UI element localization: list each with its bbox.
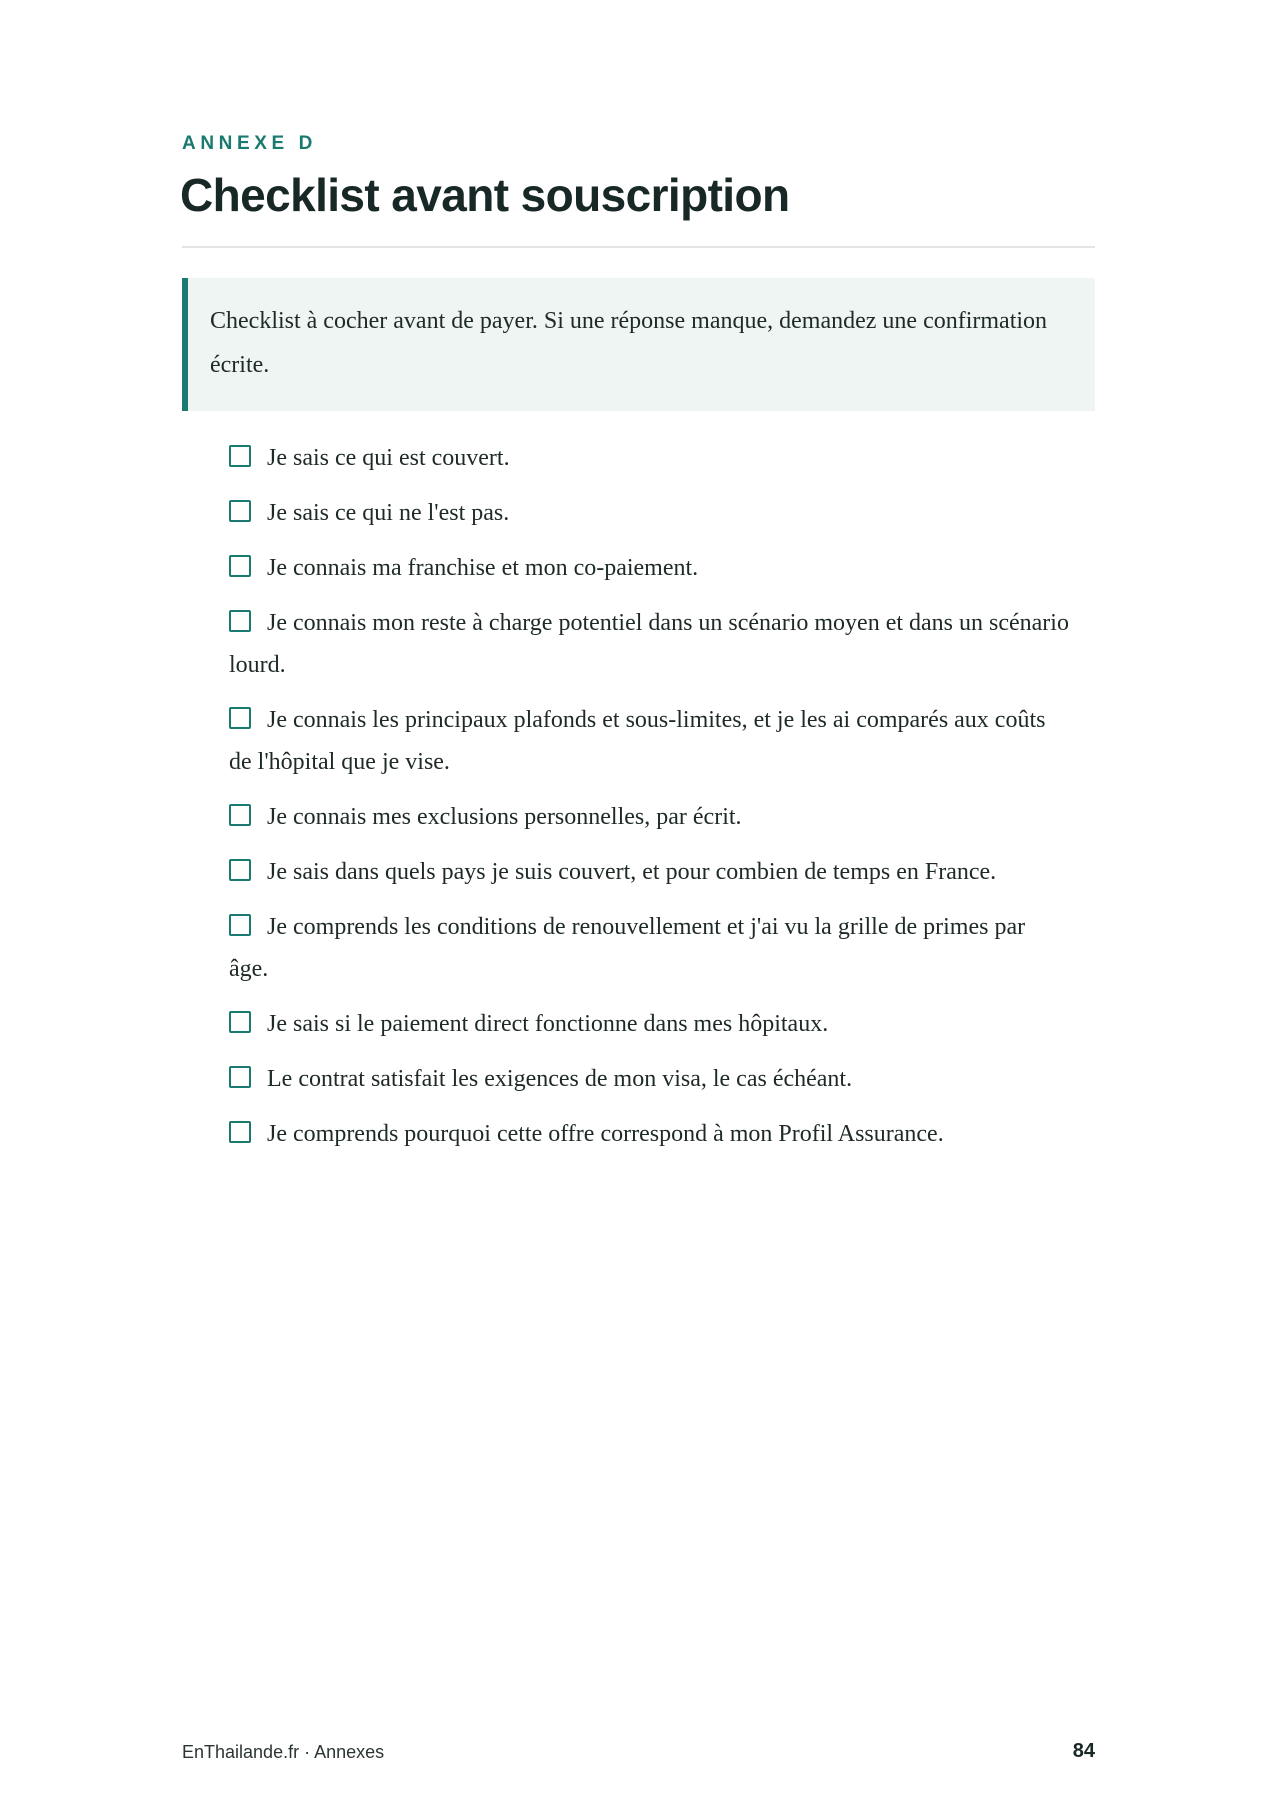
checklist-item [229, 796, 1069, 838]
checklist-item-label: Je sais si le paiement direct fonctionne dans mes hôpitaux. [267, 1011, 829, 1037]
checkbox-icon[interactable] [229, 859, 251, 881]
checkbox-icon[interactable] [229, 500, 251, 522]
checkbox-icon[interactable] [229, 1011, 251, 1033]
checklist-item-label: Je sais ce qui est couvert. [267, 445, 510, 471]
page-number: 84 [1072, 1740, 1095, 1762]
checklist-item-label: Je connais mes exclusions personnelles, par écrit. [267, 804, 742, 830]
checkbox-icon[interactable] [229, 610, 251, 632]
checklist-item [229, 699, 1069, 783]
footer-source: EnThailande.fr · Annexes [182, 1742, 385, 1762]
checklist-item-label: Je connais mon reste à charge potentiel dans un scénario moyen et dans un scénario lourd. [229, 610, 1069, 678]
checkbox-icon[interactable] [229, 1121, 251, 1143]
checklist-item-label: Je comprends les conditions de renouvellement et j'ai vu la grille de primes par âge. [229, 914, 1026, 982]
title-divider [182, 246, 1095, 248]
callout-text: Checklist à cocher avant de payer. Si une réponse manque, demandez une confirmation écrite. [210, 308, 1048, 378]
checklist-item [229, 1058, 1069, 1100]
checklist-item-label: Je comprends pourquoi cette offre correspond à mon Profil Assurance. [267, 1121, 944, 1147]
section-eyebrow: ANNEXE D [182, 133, 317, 154]
checkbox-icon[interactable] [229, 914, 251, 936]
checklist-item [229, 547, 1069, 589]
checklist-item [229, 906, 1069, 990]
checklist-item-label: Le contrat satisfait les exigences de mon visa, le cas échéant. [267, 1066, 853, 1092]
checklist-item [229, 1003, 1069, 1045]
checklist-item-label: Je sais ce qui ne l'est pas. [267, 500, 510, 526]
checkbox-icon[interactable] [229, 804, 251, 826]
checkbox-icon[interactable] [229, 707, 251, 729]
checklist-item-label: Je connais les principaux plafonds et sous-limites, et je les ai comparés aux coûts de l'hôpital que je vise. [229, 707, 1046, 775]
checklist-item-label: Je connais ma franchise et mon co-paiement. [267, 555, 699, 581]
page-title: Checklist avant souscription [180, 169, 790, 221]
checklist-item [229, 602, 1069, 686]
checklist-item [229, 851, 1069, 893]
checklist-item [229, 492, 1069, 534]
checkbox-icon[interactable] [229, 1066, 251, 1088]
checklist-item [229, 1113, 1069, 1155]
checklist [229, 437, 1069, 1168]
checkbox-icon[interactable] [229, 555, 251, 577]
checklist-item [229, 437, 1069, 479]
checklist-item-label: Je sais dans quels pays je suis couvert, et pour combien de temps en France. [267, 859, 997, 885]
checkbox-icon[interactable] [229, 445, 251, 467]
